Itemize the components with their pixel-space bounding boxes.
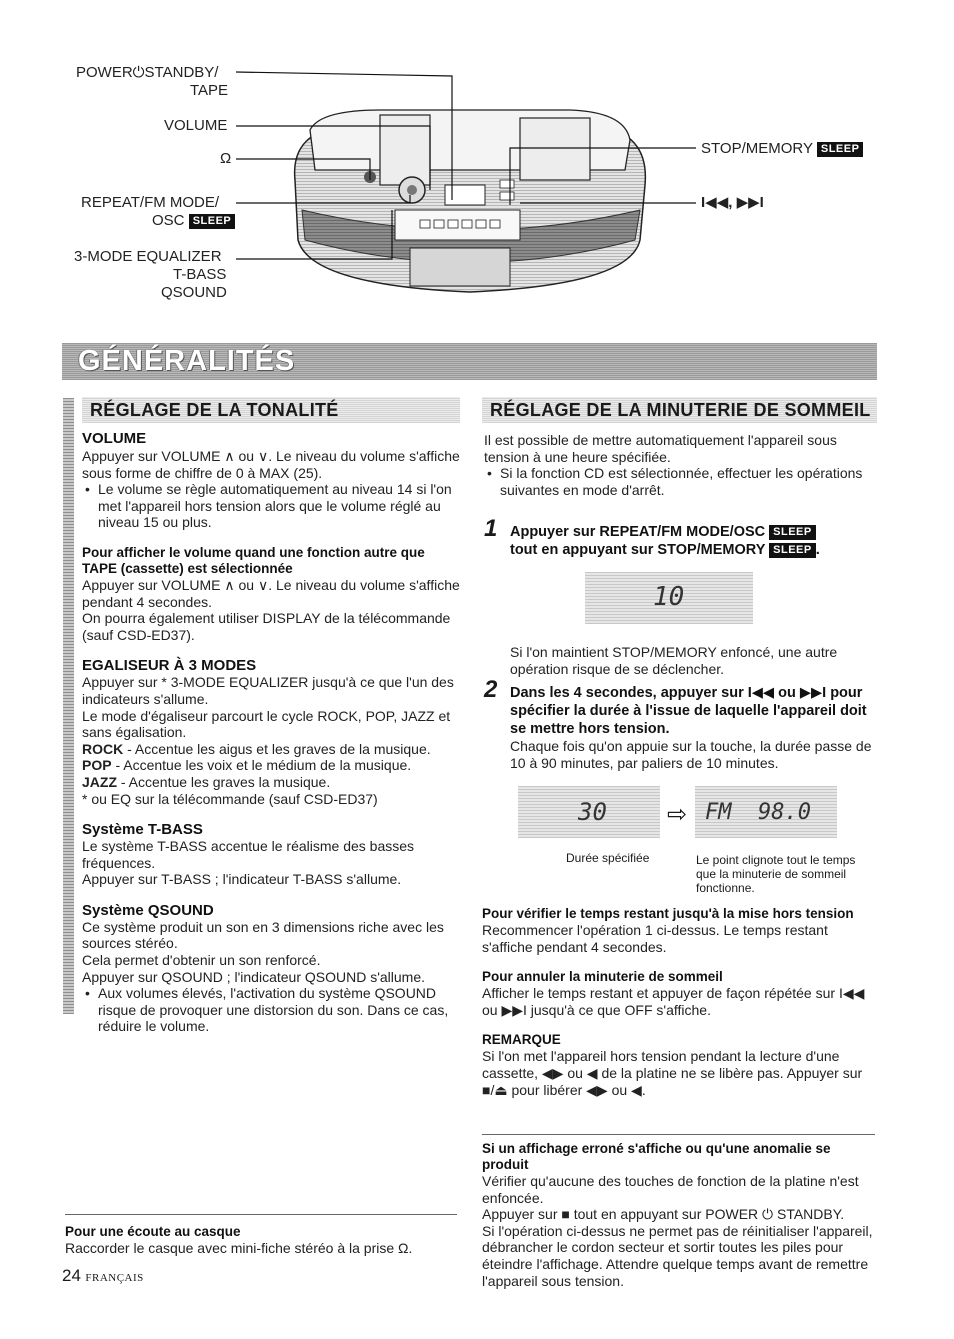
tape-volume-text-1: Appuyer sur VOLUME ∧ ou ∨. Le niveau du volume s'affiche pendant 4 secondes. — [82, 576, 460, 610]
caption-duration: Durée spécifiée — [566, 851, 650, 865]
banner-title: GÉNÉRALITÉS — [78, 345, 296, 377]
check-title: Pour vérifier le temps restant jusqu'à la mise hors tension — [482, 906, 854, 921]
volume-bullet: • Le volume se règle automatiquement au niveau 14 si l'on met l'appareil hors tension alors que le volume réglé au niveau 15 ou plus. — [82, 481, 462, 531]
tbass-text-2: Appuyer sur T-BASS ; l'indicateur T-BASS s'allume. — [82, 871, 402, 888]
side-bar — [63, 398, 74, 1014]
error-text-1: Vérifier qu'aucune des touches de fonction de la platine n'est enfoncée. — [482, 1173, 859, 1206]
label-repeat-fm-mode: REPEAT/FM MODE/ — [81, 194, 220, 211]
right-heading-text: RÉGLAGE DE LA MINUTERIE DE SOMMEIL — [490, 400, 871, 420]
step-2-instruction: Dans les 4 secondes, appuyer sur I◀◀ ou ▶▶I pour spécifier la durée à l'issue de laquelle l'appareil doit se mettre hors tension. — [510, 685, 867, 737]
qsound-title: Système QSOUND — [82, 901, 214, 919]
lcd-display-duration — [518, 786, 660, 838]
lcd-display-fm — [695, 786, 837, 838]
caption-dot: Le point clignote tout le temps que la minuterie de sommeil fonctionne. — [696, 853, 856, 895]
check-text: Recommencer l'opération 1 ci-dessus. Le temps restant s'affiche pendant 4 secondes. — [482, 922, 828, 955]
step-1-note: Si l'on maintient STOP/MEMORY enfoncé, une autre opération risque de se déclencher. — [510, 644, 838, 677]
page-language: FRANÇAIS — [85, 1272, 144, 1284]
tbass-text-1: Le système T-BASS accentue le réalisme des basses fréquences. — [82, 838, 415, 871]
qsound-text-2: Cela permet d'obtenir un son renforcé. — [82, 952, 321, 969]
step-1-number: 1 — [484, 515, 498, 542]
equalizer-rock: ROCK - Accentue les aigus et les graves de la musique. — [82, 740, 431, 757]
sleep-badge: SLEEP — [769, 525, 816, 540]
volume-text: Appuyer sur VOLUME ∧ ou ∨. Le niveau du volume s'affiche sous forme de chiffre de 0 à MAX (25). — [82, 448, 460, 481]
remark-text: Si l'on met l'appareil hors tension pendant la lecture d'une cassette, ◀▶ ou ◀ de la platine ne se libère pas. Appuyer sur ■/⏏ pour libérer ◀▶ ou ◀. — [482, 1048, 863, 1098]
error-title: Si un affichage erroné s'affiche ou qu'une anomalie se produit — [482, 1141, 831, 1172]
lcd-display-step1 — [585, 572, 753, 624]
step-2-number: 2 — [484, 676, 498, 703]
left-heading-text: RÉGLAGE DE LA TONALITÉ — [90, 400, 339, 420]
qsound-text-1: Ce système produit un son en 3 dimensions riche avec les sources stéréo. — [82, 918, 444, 952]
leader-lines — [0, 0, 954, 330]
label-equalizer: 3-MODE EQUALIZER — [74, 248, 222, 265]
tbass-title: Système T-BASS — [82, 821, 203, 839]
volume-title: VOLUME — [82, 430, 147, 447]
label-volume: VOLUME — [164, 117, 228, 134]
product-diagram — [0, 0, 954, 330]
left-section-heading — [82, 397, 460, 423]
cancel-text: Afficher le temps restant et appuyer de façon répétée sur I◀◀ ou ▶▶I jusqu'à ce que OFF s'affiche. — [482, 985, 865, 1018]
label-power-standby: POWER⏻STANDBY/ — [76, 64, 219, 81]
page-number: 24 — [62, 1266, 81, 1285]
arrow-icon: ⇨ — [667, 801, 688, 828]
error-text-3: Si l'opération ci-dessus ne permet pas de réinitialiser l'appareil, débrancher le cordon secteur et sortir toutes les piles pour éteindre l'affichage. Attendre quelque temps avant de remettre l'appareil sous tension. — [482, 1222, 873, 1289]
divider-right — [482, 1134, 875, 1135]
qsound-bullet: • Aux volumes élevés, l'activation du système QSOUND risque de provoquer une distorsion du son. Dans ce cas, réduire le volume. — [82, 985, 462, 1035]
equalizer-jazz: JAZZ - Accentue les graves la musique. — [82, 773, 331, 790]
label-t-bass: T-BASS — [173, 266, 227, 283]
lcd-value-30: 30 — [578, 798, 607, 826]
right-lower — [482, 906, 877, 1098]
left-column — [82, 430, 462, 1035]
label-stop-memory: STOP/MEMORY SLEEP — [701, 140, 863, 158]
remark-title: REMARQUE — [482, 1032, 561, 1048]
label-osc: OSC SLEEP — [152, 212, 235, 230]
intro-text: Il est possible de mettre automatiquement l'appareil sous tension à une heure spécifiée. — [484, 432, 837, 465]
step-1-instruction: Appuyer sur REPEAT/FM MODE/OSC SLEEP tout en appuyant sur STOP/MEMORY SLEEP . — [510, 524, 820, 558]
equalizer-title: EGALISEUR À 3 MODES — [82, 657, 257, 675]
equalizer-note: * ou EQ sur la télécommande (sauf CSD-ED37) — [82, 790, 378, 807]
qsound-text-3: Appuyer sur QSOUND ; l'indicateur QSOUND s'allume. — [82, 968, 426, 985]
lcd-value-10: 10 — [653, 582, 685, 612]
tape-volume-text-2: On pourra également utiliser DISPLAY de la télécommande (sauf CSD-ED37). — [82, 610, 451, 643]
step-2-text: Chaque fois qu'on appuie sur la touche, la durée passe de 10 à 90 minutes, par paliers de 10 minutes. — [510, 738, 872, 771]
right-intro — [484, 432, 876, 498]
cancel-title: Pour annuler la minuterie de sommeil — [482, 969, 723, 985]
right-section-heading — [482, 397, 877, 423]
tape-volume-title: Pour afficher le volume quand une fonction autre que TAPE (cassette) est sélectionnée — [82, 544, 425, 576]
headphone-title: Pour une écoute au casque — [65, 1224, 241, 1239]
error-text-2: Appuyer sur ■ tout en appuyant sur POWER ⏻ STANDBY. — [482, 1206, 845, 1223]
lcd-value-fm: FM 98.0 — [705, 800, 811, 825]
label-qsound: QSOUND — [161, 284, 227, 301]
equalizer-text-1: Appuyer sur * 3-MODE EQUALIZER jusqu'à ce que l'un des indicateurs s'allume. — [82, 674, 454, 707]
label-skip-buttons: I◀◀, ▶▶I — [701, 194, 764, 211]
headphone-icon: Ω — [220, 150, 232, 167]
sleep-badge: SLEEP — [817, 142, 864, 157]
equalizer-text-2: Le mode d'égaliseur parcourt le cycle ROCK, POP, JAZZ et sans égalisation. — [82, 707, 451, 741]
intro-bullet: • Si la fonction CD est sélectionnée, effectuer les opérations suivantes en mode d'arrêt. — [484, 465, 876, 498]
headphone-section — [65, 1224, 460, 1257]
error-section — [482, 1141, 877, 1289]
equalizer-pop: POP - Accentue les voix et le médium de la musique. — [82, 757, 412, 774]
power-icon: ⏻ — [132, 64, 145, 81]
section-banner — [62, 343, 877, 380]
divider-left — [65, 1214, 457, 1215]
label-tape: TAPE — [190, 82, 229, 99]
sleep-badge: SLEEP — [769, 543, 816, 558]
page-footer — [62, 1266, 144, 1286]
sleep-badge: SLEEP — [189, 214, 236, 229]
step-2-body — [510, 684, 880, 771]
headphone-text: Raccorder le casque avec mini-fiche stéréo à la prise Ω. — [65, 1240, 413, 1256]
